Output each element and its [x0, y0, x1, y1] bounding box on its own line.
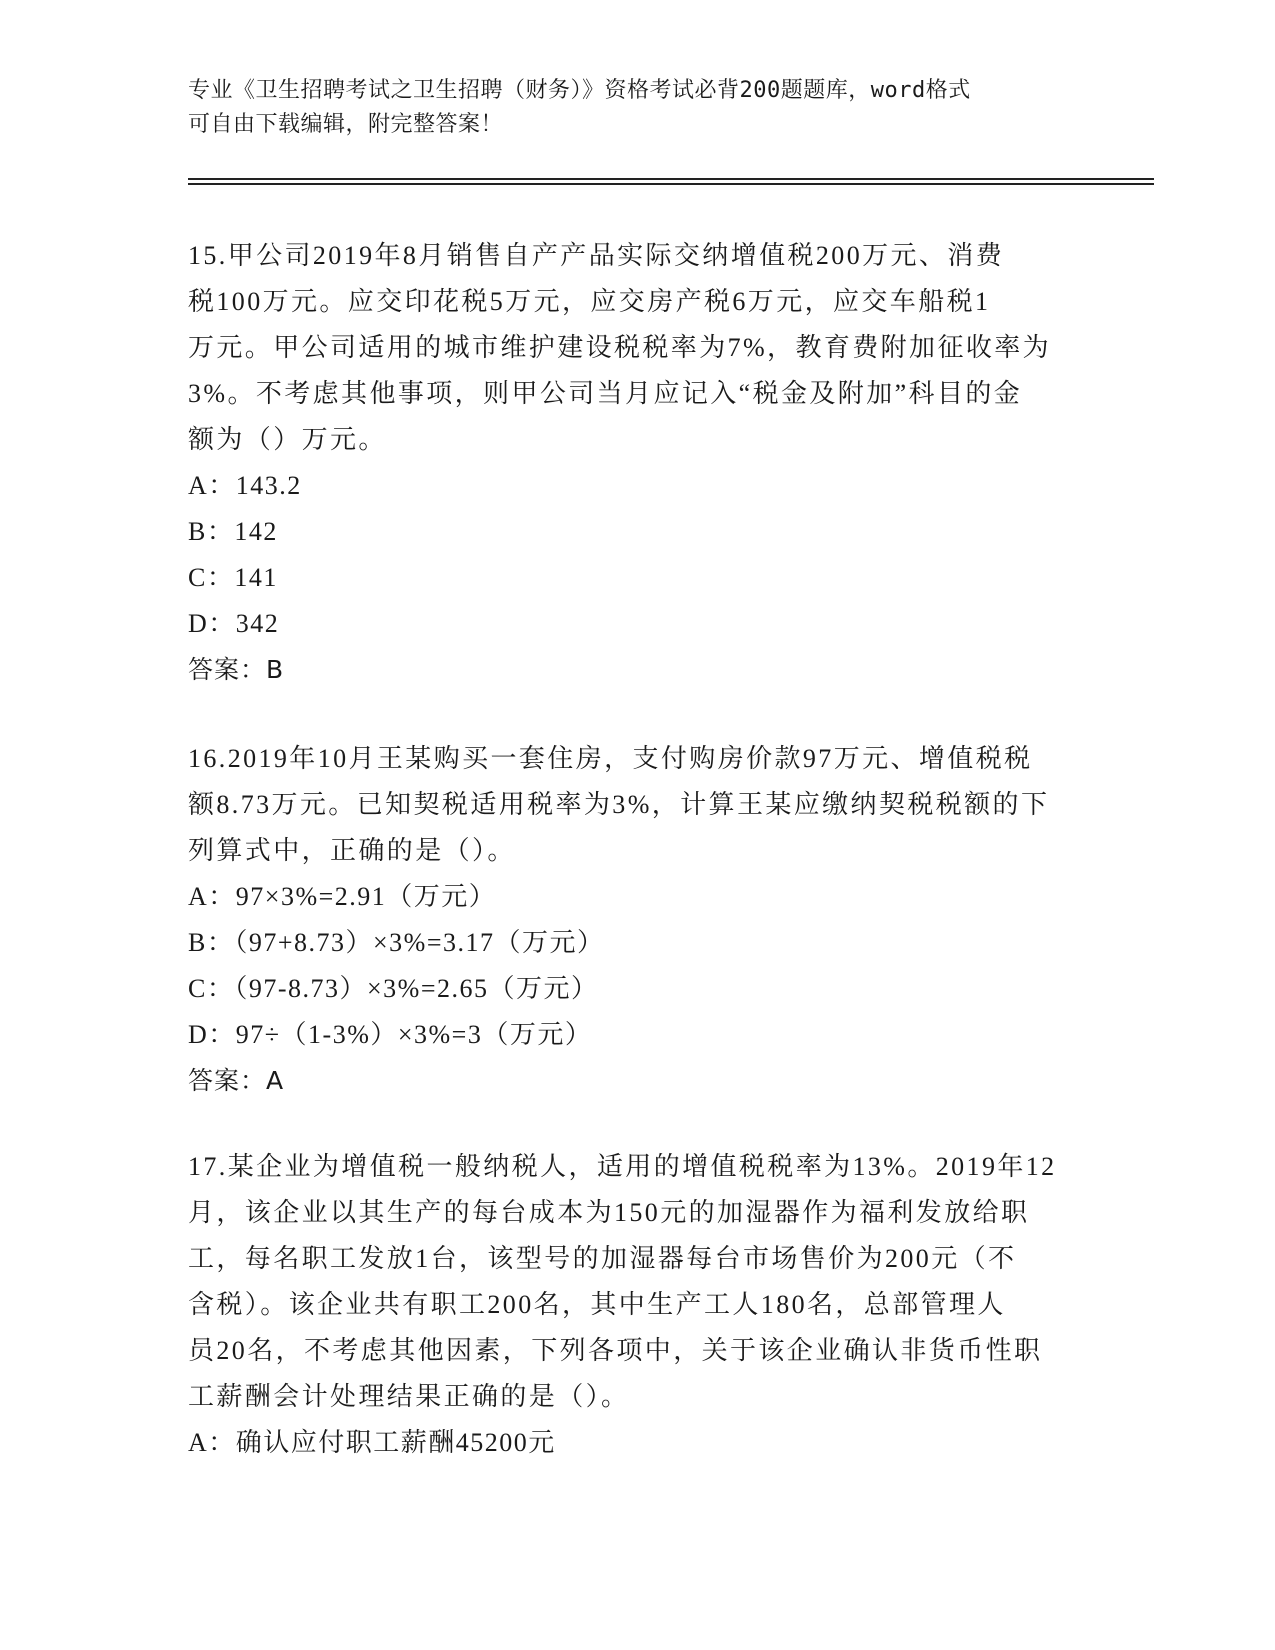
- question-16: [188, 736, 1088, 1104]
- header-divider-bottom: [188, 183, 1154, 185]
- question-stem-line: 员20名，不考虑其他因素，下列各项中，关于该企业确认非货币性职: [188, 1336, 1043, 1365]
- question-stem-line: 税100万元。应交印花税5万元，应交房产税6万元，应交车船税1: [188, 287, 991, 316]
- header-divider-top: [188, 178, 1154, 180]
- answer: 答案：B: [188, 655, 285, 684]
- question-stem-line: 3%。不考虑其他事项，则甲公司当月应记入“税金及附加”科目的金: [188, 379, 1023, 408]
- question-stem-line: 额8.73万元。已知契税适用税率为3%，计算王某应缴纳契税税额的下: [188, 790, 1050, 819]
- option-b: B：142: [188, 517, 278, 546]
- question-15: [188, 233, 1088, 693]
- question-stem-line: 工薪酬会计处理结果正确的是（）。: [188, 1382, 630, 1411]
- option-b: B：（97+8.73）×3%=3.17（万元）: [188, 928, 605, 957]
- question-stem-line: 17.某企业为增值税一般纳税人，适用的增值税税率为13%。2019年12: [188, 1152, 1057, 1181]
- question-stem-line: 含税）。该企业共有职工200名，其中生产工人180名，总部管理人: [188, 1290, 1006, 1319]
- question-stem-line: 万元。甲公司适用的城市维护建设税税率为7%，教育费附加征收率为: [188, 333, 1052, 362]
- option-c: C：（97-8.73）×3%=2.65（万元）: [188, 974, 599, 1003]
- option-a: A：143.2: [188, 471, 302, 500]
- option-d: D：342: [188, 609, 280, 638]
- header-line-1: 专业《卫生招聘考试之卫生招聘（财务）》资格考试必背200题题库，word格式: [188, 78, 971, 103]
- header-line-2: 可自由下载编辑，附完整答案！: [188, 112, 504, 137]
- question-stem-line: 额为（）万元。: [188, 425, 387, 454]
- question-stem-line: 工，每名职工发放1台，该型号的加湿器每台市场售价为200元（不: [188, 1244, 1017, 1273]
- question-stem-line: 月，该企业以其生产的每台成本为150元的加湿器作为福利发放给职: [188, 1198, 1030, 1227]
- question-stem-line: 列算式中，正确的是（）。: [188, 836, 516, 865]
- option-d: D：97÷（1-3%）×3%=3（万元）: [188, 1020, 593, 1049]
- question-stem-line: 15.甲公司2019年8月销售自产产品实际交纳增值税200万元、消费: [188, 241, 1005, 270]
- question-17: [188, 1144, 1088, 1466]
- option-a: A：97×3%=2.91（万元）: [188, 882, 497, 911]
- answer: 答案：A: [188, 1066, 285, 1095]
- document-header: [188, 74, 1068, 142]
- question-stem-line: 16.2019年10月王某购买一套住房，支付购房价款97万元、增值税税: [188, 744, 1033, 773]
- option-c: C：141: [188, 563, 278, 592]
- option-a: A：确认应付职工薪酬45200元: [188, 1428, 556, 1457]
